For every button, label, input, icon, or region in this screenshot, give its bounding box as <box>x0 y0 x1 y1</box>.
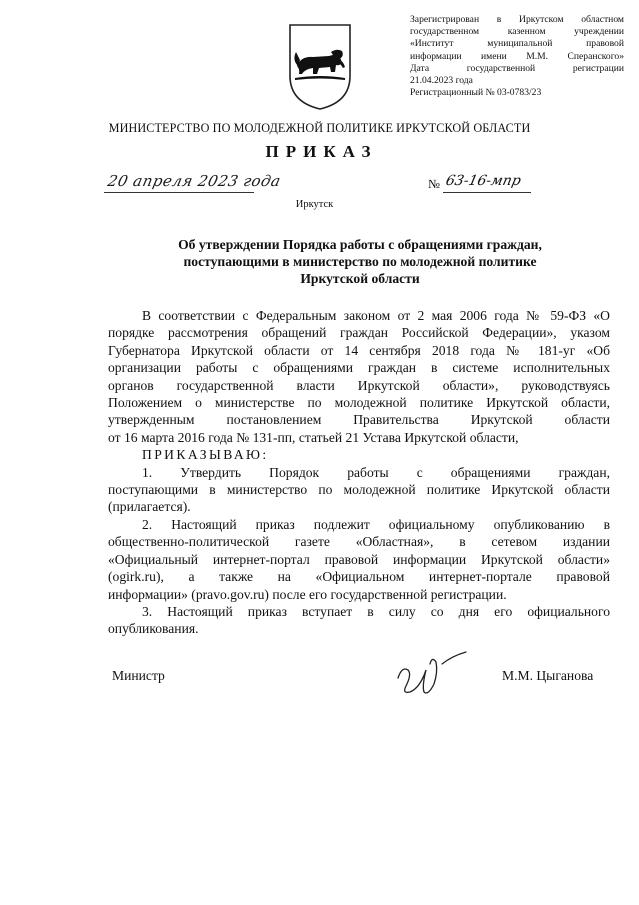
body-line: организации работы с обращениями граждан в системе исполнительных <box>108 360 610 376</box>
handwritten-date: 20 апреля 2023 года <box>106 172 283 190</box>
body-line: информации» (pravo.gov.ru) после его государственной регистрации. <box>108 586 507 602</box>
body-line: от 16 марта 2016 года № 131-пп, статьей 21 Устава Иркутской области, <box>108 429 519 445</box>
body-line: общественно-политической газете «Областная», в сетевом издании <box>108 534 610 550</box>
city-name: Иркутск <box>295 199 334 210</box>
body-line: поступающими в министерство по молодежной политике Иркутской области <box>108 482 610 498</box>
signer-title: Министр <box>112 668 165 683</box>
ministry-name: МИНИСТЕРСТВО ПО МОЛОДЕЖНОЙ ПОЛИТИКЕ ИРКУТСКОЙ ОБЛАСТИ <box>108 121 531 135</box>
registration-date: 21.04.2023 года <box>410 75 473 87</box>
body-line: Положением о министерстве по молодежной политике Иркутской области, <box>108 395 610 411</box>
registration-line: «Институт муниципальной правовой <box>410 38 624 50</box>
handwritten-signature <box>392 648 484 700</box>
registration-number: Регистрационный № 03-0783/23 <box>410 87 542 99</box>
number-underline <box>443 192 531 193</box>
body-line: (ogirk.ru), а также на «Официальном интернет-портале правовой <box>108 569 610 585</box>
registration-line: информации имени М.М. Сперанского» <box>410 50 624 62</box>
body-line: органов государственной власти Иркутской области», руководствуясь <box>108 377 610 393</box>
signer-name: М.М. Цыганова <box>502 668 594 683</box>
registration-line: Зарегистрирован в Иркутском областном <box>410 14 624 25</box>
body-line: «Официальный интернет-портал правовой информации Иркутской области» <box>108 551 610 567</box>
body-line: опубликования. <box>108 621 199 637</box>
body-line: 1. Утвердить Порядок работы с обращениями граждан, <box>142 464 610 480</box>
body-line: 2. Настоящий приказ подлежит официальному опубликованию в <box>142 516 610 532</box>
document-type: ПРИКАЗ <box>265 142 378 161</box>
body-line: ПРИКАЗЫВАЮ: <box>142 447 269 463</box>
registration-line: государственном казенном учреждении <box>410 26 624 38</box>
subject-line: поступающими в министерство по молодежной политике <box>183 254 537 269</box>
document-body <box>108 307 610 638</box>
document-subject <box>150 236 570 287</box>
handwritten-number: 63-16-мпр <box>444 173 523 189</box>
number-sign: № <box>428 177 440 191</box>
irkutsk-coat-of-arms-icon <box>287 22 353 112</box>
body-line: Губернатора Иркутской области от 14 сентября 2018 года № 181-уг «Об <box>108 342 610 358</box>
body-line: утвержденным постановлением Правительства Иркутской области <box>108 412 610 428</box>
body-line: (прилагается). <box>108 499 191 515</box>
body-line: порядке рассмотрения обращений граждан Российской Федерации», указом <box>108 325 610 341</box>
date-underline <box>104 192 254 193</box>
subject-line: Иркутской области <box>300 271 420 286</box>
subject-line: Об утверждении Порядка работы с обращениями граждан, <box>178 237 542 252</box>
body-line: 3. Настоящий приказ вступает в силу со дня его официального <box>142 603 610 619</box>
registration-stamp <box>410 14 624 99</box>
body-line: В соответствии с Федеральным законом от 2 мая 2006 года № 59-ФЗ «О <box>142 308 610 323</box>
registration-line: Дата государственной регистрации <box>410 62 624 74</box>
